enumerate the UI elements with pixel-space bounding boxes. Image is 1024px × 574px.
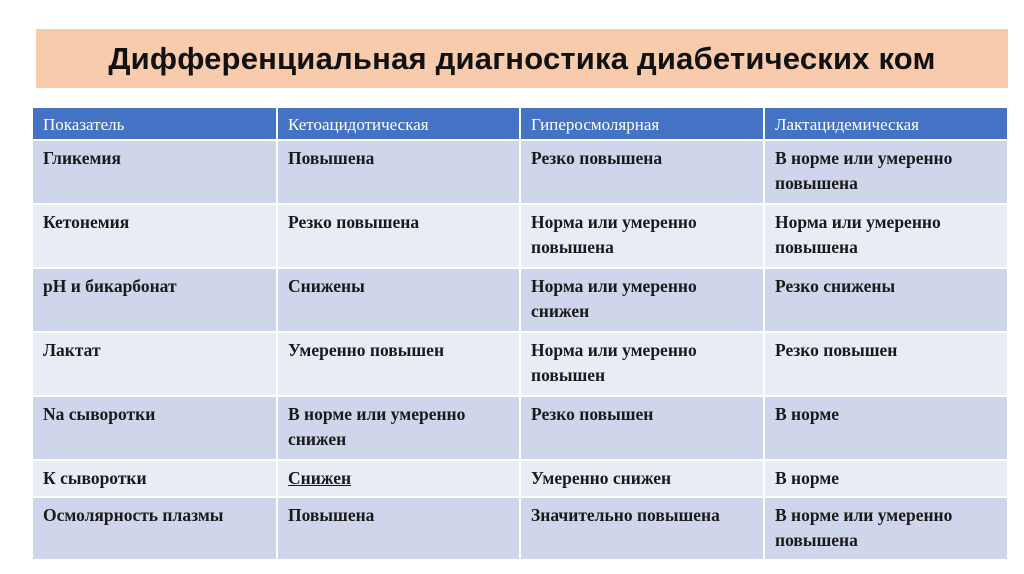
table-cell: Повышена [277, 497, 520, 560]
table-cell: Резко повышен [520, 396, 764, 460]
table-cell: Умеренно снижен [520, 460, 764, 497]
table-cell [277, 460, 520, 497]
table-cell: Норма или умеренно повышена [764, 204, 1008, 268]
table-cell: Значительно повышена [520, 497, 764, 560]
table-cell: Резко снижены [764, 268, 1008, 332]
table-cell: Гликемия [33, 140, 277, 204]
table-cell: В норме или умеренно повышена [764, 497, 1008, 560]
underlined-value: Снижен [288, 468, 352, 488]
header-indicator: Показатель [33, 108, 277, 140]
table-cell: Кетонемия [33, 204, 277, 268]
table-cell: Резко повышена [277, 204, 520, 268]
table-row [33, 497, 1008, 560]
table-cell: К сыворотки [33, 460, 277, 497]
table-cell: В норме или умеренно снижен [277, 396, 520, 460]
table-cell: Резко повышен [764, 332, 1008, 396]
comparison-table [33, 108, 1009, 561]
table-row [33, 204, 1008, 268]
header-hyperosmolar: Гиперосмолярная [520, 108, 764, 140]
table-cell: pH и бикарбонат [33, 268, 277, 332]
table-cell: Умеренно повышен [277, 332, 520, 396]
table-row [33, 140, 1008, 204]
table-cell: Na сыворотки [33, 396, 277, 460]
table-cell: В норме [764, 460, 1008, 497]
table-header-row [33, 108, 1008, 140]
table-cell: Норма или умеренно снижен [520, 268, 764, 332]
table-cell: Снижены [277, 268, 520, 332]
comparison-table-container [33, 108, 1008, 561]
table-cell: Лактат [33, 332, 277, 396]
header-ketoacidotic: Кетоацидотическая [277, 108, 520, 140]
title-bar [36, 29, 1008, 88]
page-title: Дифференциальная диагностика диабетических ком [108, 40, 936, 76]
table-row [33, 332, 1008, 396]
table-cell: Норма или умеренно повышен [520, 332, 764, 396]
table-cell: Осмолярность плазмы [33, 497, 277, 560]
table-cell: Резко повышена [520, 140, 764, 204]
table-row [33, 460, 1008, 497]
table-cell: Повышена [277, 140, 520, 204]
table-cell: В норме или умеренно повышена [764, 140, 1008, 204]
table-cell: Норма или умеренно повышена [520, 204, 764, 268]
table-row [33, 268, 1008, 332]
table-row [33, 396, 1008, 460]
table-cell: В норме [764, 396, 1008, 460]
header-lactacidemic: Лактацидемическая [764, 108, 1008, 140]
